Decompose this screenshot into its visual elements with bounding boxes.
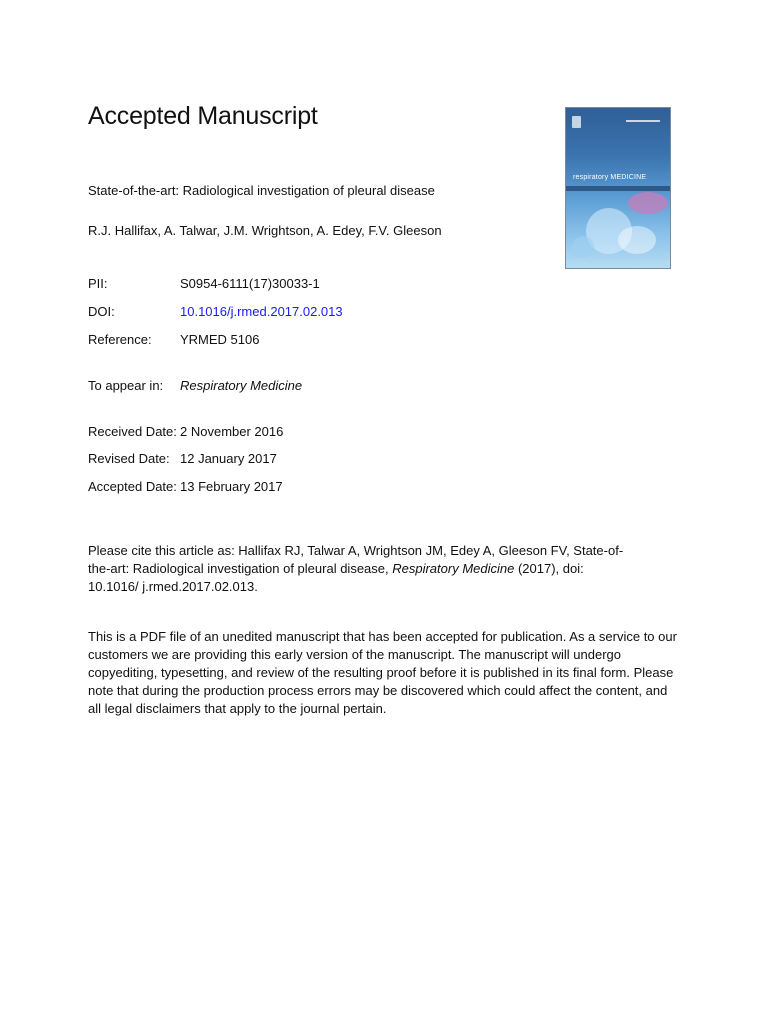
pii-value: S0954-6111(17)30033-1 — [180, 276, 320, 291]
received-value: 2 November 2016 — [180, 424, 284, 439]
cover-decoration — [618, 226, 656, 254]
reference-label: Reference: — [88, 332, 152, 347]
cover-decoration — [572, 236, 594, 258]
citation-paragraph — [88, 542, 628, 596]
article-authors: R.J. Hallifax, A. Talwar, J.M. Wrightson, A. Edey, F.V. Gleeson — [88, 223, 442, 238]
appear-value: Respiratory Medicine — [180, 378, 303, 393]
article-title: State-of-the-art: Radiological investigation of pleural disease — [88, 183, 435, 198]
disclaimer-paragraph: This is a PDF file of an unedited manuscript that has been accepted for publication. As a service to our customers we are providing this early version of the manuscript. The manuscript will undergo copyediting, typesetting, and review of the resulting proof before it is published in its final form. Please note that during the production process errors may be discovered which could affect the content, and all legal disclaimers that apply to the journal pertain. — [88, 629, 677, 716]
received-label: Received Date: — [88, 424, 177, 439]
cover-decoration — [626, 120, 660, 122]
cover-band — [566, 186, 670, 191]
publisher-logo-icon — [572, 116, 581, 128]
page-heading: Accepted Manuscript — [88, 102, 318, 130]
journal-cover-image — [565, 107, 671, 269]
pii-label: PII: — [88, 276, 108, 291]
accepted-label: Accepted Date: — [88, 479, 177, 494]
citation-journal: Respiratory Medicine — [392, 561, 515, 576]
cover-journal-name: respiratory MEDICINE — [573, 174, 647, 181]
revised-value: 12 January 2017 — [180, 451, 277, 466]
accepted-value: 13 February 2017 — [180, 479, 283, 494]
reference-value: YRMED 5106 — [180, 332, 260, 347]
doi-label: DOI: — [88, 304, 115, 319]
cover-decoration — [628, 192, 668, 214]
citation-text: Please cite this article as: Hallifax RJ, Talwar A, Wrightson JM, Edey A, Gleeson FV, State-of-the-art: Radiological investigation of pleural disease, — [88, 543, 624, 576]
citation-doi: (2017), doi: 10.1016/ j.rmed.2017.02.013. — [88, 561, 584, 594]
appear-label: To appear in: — [88, 378, 164, 393]
revised-label: Revised Date: — [88, 451, 170, 466]
doi-link[interactable]: 10.1016/j.rmed.2017.02.013 — [180, 304, 343, 319]
